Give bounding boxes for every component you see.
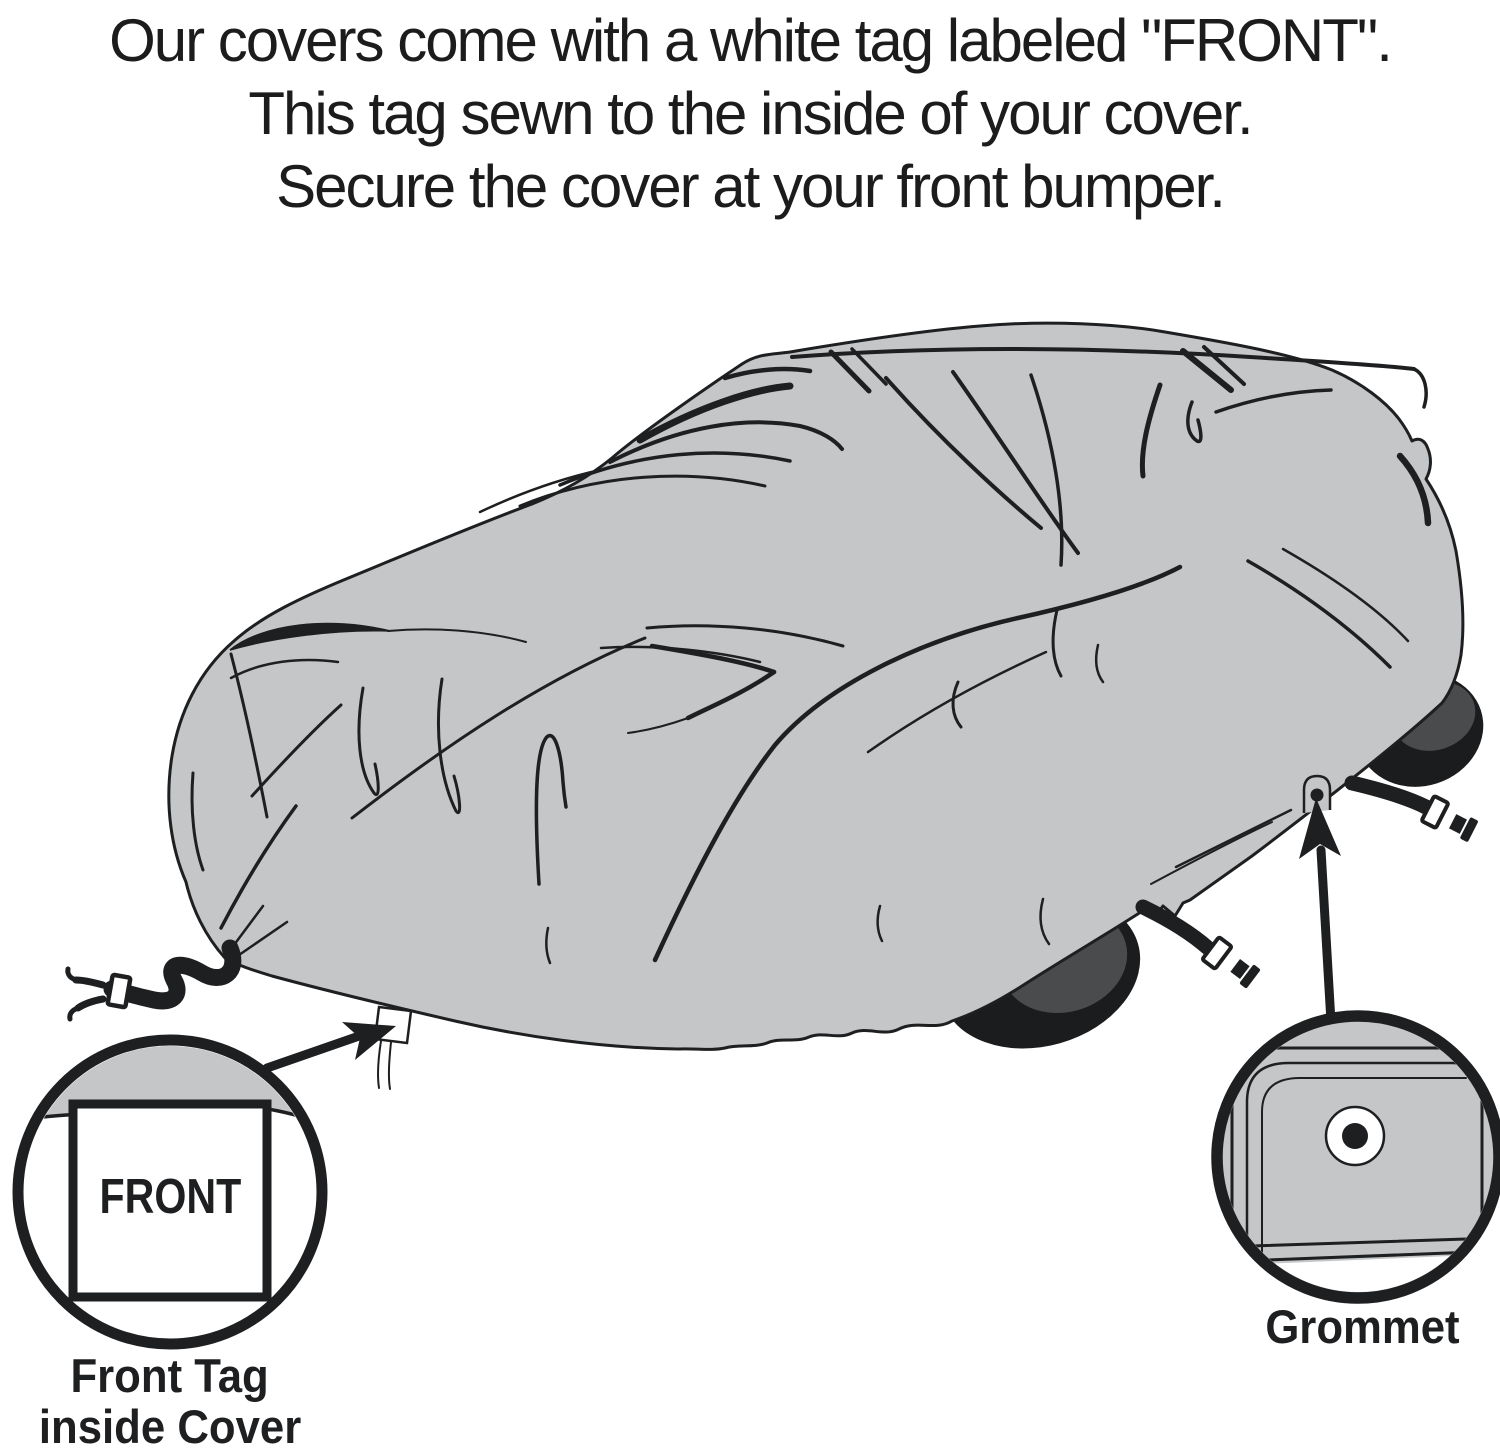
front-tag-label: FRONT [99, 1170, 241, 1224]
strap-buckle [108, 975, 131, 1008]
header-line-2: This tag sewn to the inside of your cover. [248, 80, 1252, 147]
rear-buckle-strap [1352, 783, 1479, 842]
front-buckle-strap [68, 948, 233, 1019]
grommet-callout [1212, 798, 1500, 1320]
strap-clip [1228, 956, 1261, 989]
front-tag-caption-line-1: Front Tag [70, 1349, 270, 1402]
front-tag-caption [0, 1350, 355, 1452]
header-line-1: Our covers come with a white tag labeled "FRONT". [109, 7, 1391, 74]
header-line-3: Secure the cover at your front bumper. [276, 153, 1224, 220]
crease-line [1414, 369, 1426, 407]
front-tag-caption-line-2: inside Cover [38, 1400, 302, 1453]
middle-buckle-strap [1143, 907, 1261, 989]
front-tag-arrow [267, 1022, 396, 1068]
grommet-caption: Grommet [1264, 1300, 1460, 1353]
strap-clip [1447, 811, 1478, 843]
grommet-hole [1342, 1123, 1368, 1149]
grommet-arrow [1299, 798, 1341, 1022]
front-tag-marker [375, 1007, 411, 1089]
